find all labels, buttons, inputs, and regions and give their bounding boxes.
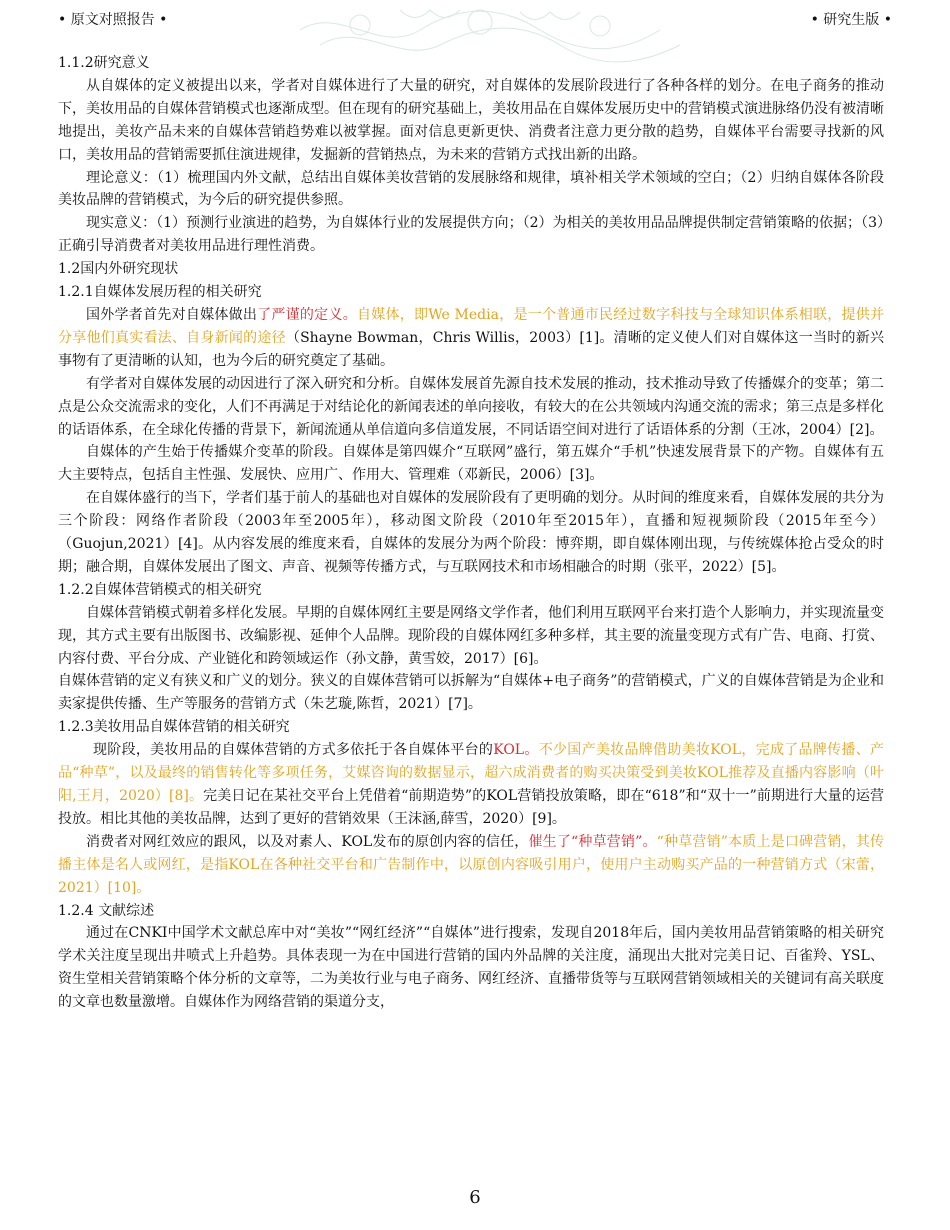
paragraph (58, 304, 884, 373)
paragraph: 从自媒体的定义被提出以来，学者对自媒体进行了大量的研究，对自媒体的发展阶段进行了各种各样的划分。在电子商务的推动下，美妆用品的自媒体营销模式也逐渐成型。但在现有的研究基础上，美妆用品在自媒体发展历史中的营销模式演进脉络仍没有被清晰地提出，美妆产品未来的自媒体营销趋势难以被掌握。面对信息更新更快、消费者注意力更分散的趋势，自媒体平台需要寻找新的风口，美妆用品的营销需要抓住演进规律，发掘新的营销热点，为未来的营销方式找出新的出路。 (58, 77, 884, 163)
highlight-red-text: 催生了“种草营销”。 (528, 833, 657, 850)
section-heading-1-2: 1.2国内外研究现状 (58, 261, 179, 278)
section-heading-1-2-2: 1.2.2自媒体营销模式的相关研究 (58, 581, 262, 598)
page-number: 6 (469, 1187, 481, 1208)
paragraph: 自媒体营销的定义有狭义和广义的划分。狭义的自媒体营销可以拆解为“自媒体+电子商务”的营销模式，广义的自媒体营销是为企业和卖家提供传播、生产等服务的营销方式（朱艺璇,陈哲，2021）[7]。 (58, 673, 884, 713)
section-heading-1-2-4: 1.2.4 文献综述 (58, 902, 155, 919)
paragraph: 通过在CNKI中国学术文献总库中对“美妆”“网红经济”“自媒体”进行搜索，发现自2018年后，国内美妆用品营销策略的相关研究学术关注度呈现出井喷式上升趋势。具体表现一为在中国进行营销的国内外品牌的关注度，涌现出大批对完美日记、百雀羚、YSL、资生堂相关营销策略个体分析的文章等，二为美妆行业与电子商务、网红经济、直播带货等与互联网营销领域相关的关键词有高关联度的文章也数量激增。自媒体作为网络营销的渠道分支， (58, 925, 884, 1011)
text-run: 现阶段，美妆用品的自媒体营销的方式多依托于各自媒体平台的 (93, 742, 494, 759)
paragraph: 有学者对自媒体发展的动因进行了深入研究和分析。自媒体发展首先源自技术发展的推动，技术推动导致了传播媒介的变革；第二点是公众交流需求的变化，人们不再满足于对结论化的新闻表述的单向接收，有较大的在公共领域内沟通交流的需求；第三点是多样化的话语体系，在全球化传播的背景下，新闻流通从单信道向多信道发展，不同话语空间对进行了话语体系的分割（王冰，2004）[2]。 (58, 375, 884, 438)
text-run: （Shayne Bowman，Chris Willis，2003）[1]。清晰的定义使人们对自媒体这一当时的新兴事物有了更清晰的认知，也为今后的研究奠定了基础。 (58, 329, 884, 369)
document-body (58, 52, 884, 1014)
header-version-label: • 研究生版 • (810, 12, 892, 28)
text-run: 消费者对网红效应的跟风，以及对素人、KOL发布的原创内容的信任， (86, 833, 529, 850)
highlight-orange-text: 自媒体，即We Media，是一个普通市民经过数字科技与全球知识体系相联，提供并分享他们真实看法、自身新闻的途径 (58, 306, 885, 346)
paragraph: 自媒体的产生始于传播媒介变革的阶段。自媒体是第四媒介“互联网”盛行，第五媒介“手机”快速发展背景下的产物。自媒体有五大主要特点，包括自主性强、发展快、应用广、作用大、管理难（邓新民，2006）[3]。 (58, 444, 884, 484)
paragraph: 现实意义：（1）预测行业演进的趋势，为自媒体行业的发展提供方向；（2）为相关的美妆用品品牌提供制定营销策略的依据；（3）正确引导消费者对美妆用品进行理性消费。 (58, 215, 884, 255)
paragraph: 在自媒体盛行的当下，学者们基于前人的基础也对自媒体的发展阶段有了更明确的划分。从时间的维度来看，自媒体发展的共分为三个阶段：网络作者阶段（2003年至2005年），移动图文阶段（2010年至2015年），直播和短视频阶段（2015年至今）（Guojun,2021）[4]。从内容发展的维度来看，自媒体的发展分为两个阶段：博弈期，即自媒体刚出现，与传统媒体抢占受众的时期；融合期，自媒体发展出了图文、声音、视频等传播方式，与互联网技术和市场相融合的时期（张平，2022）[5]。 (58, 490, 884, 575)
text-run: 国外学者首先对自媒体做出 (86, 306, 258, 323)
section-heading-1-2-3: 1.2.3美妆用品自媒体营销的相关研究 (58, 719, 290, 736)
paragraph: 理论意义：（1）梳理国内外文献，总结出自媒体美妆营销的发展脉络和规律，填补相关学术领域的空白；（2）归纳自媒体各阶段美妆品牌的营销模式，为今后的研究提供参照。 (58, 169, 884, 209)
text-run: 完美日记在某社交平台上凭借着“前期造势”的KOL营销投放策略，即在“618”和“双十一”前期进行大量的运营投放。相比其他的美妆品牌，达到了更好的营销效果（王沫涵,薛雪，2020）[9]。 (58, 788, 884, 827)
highlight-orange-text: “种草营销”本质上是口碑营销，其传播主体是名人或网红，是指KOL在各种社交平台和广告制作中，以原创内容吸引用户，使用户主动购买产品的一种营销方式（宋蕾，2021）[10]。 (58, 833, 884, 896)
highlight-orange-text: 不少国产美妆品牌借助美妆KOL，完成了品牌传播、产品“种草”，以及最终的销售转化等多项任务，艾媒咨询的数据显示，超六成消费者的购买决策受到美妆KOL推荐及直播内容影响（叶阳,王月，2020）[8]。 (58, 742, 885, 804)
paragraph (58, 739, 884, 831)
highlight-red-text: 了严谨的定义。 (257, 306, 357, 323)
paragraph: 自媒体营销模式朝着多样化发展。早期的自媒体网红主要是网络文学作者，他们利用互联网平台来打造个人影响力，并实现流量变现，其方式主要有出版图书、改编影视、延伸个人品牌。现阶段的自媒体网红多种多样，其主要的流量变现方式有广告、电商、打赏、内容付费、平台分成、产业链化和跨领域运作（孙文静，黄雪姣，2017）[6]。 (58, 604, 884, 667)
header-report-title: • 原文对照报告 • (58, 12, 168, 28)
section-heading-1-2-1: 1.2.1自媒体发展历程的相关研究 (58, 284, 262, 301)
highlight-red-text: KOL。 (493, 742, 539, 759)
report-header (58, 8, 892, 32)
section-heading-1-1-2: 1.1.2研究意义 (58, 55, 150, 71)
paragraph (58, 831, 884, 900)
